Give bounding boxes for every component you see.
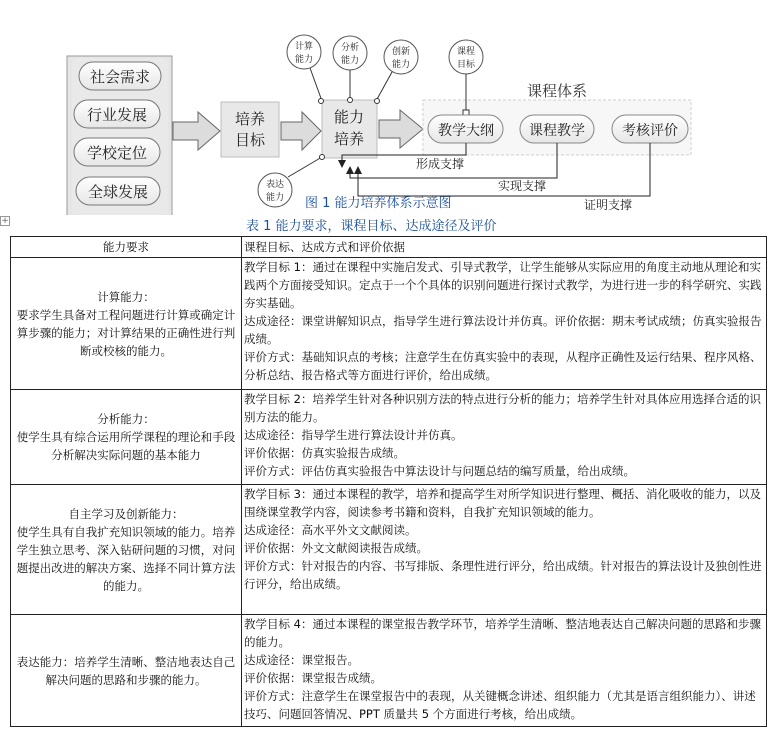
support-label-form: 形成支撑 xyxy=(415,157,465,171)
detail-cell xyxy=(242,485,767,615)
social-demand-pill xyxy=(79,62,161,90)
global-development-label: 全球发展 xyxy=(87,183,149,201)
table-row-analysis xyxy=(11,390,767,485)
course-system-title: 课程体系 xyxy=(526,82,588,100)
industry-development-pill xyxy=(74,100,160,128)
detail-method: 评价方式：基础知识点的考核；注意学生在仿真实验中的表现，从程序正确性及运行结果、程序风格、分析总结、报告格式等方面进行评价，给出成绩。 xyxy=(244,350,762,382)
table-row-innovation xyxy=(11,485,767,615)
analysis-ability-line1: 分析 xyxy=(340,43,360,53)
calc-ability-line1: 计算 xyxy=(294,42,314,52)
innovation-ability-circle xyxy=(384,40,418,74)
arrow-to-ability xyxy=(281,112,321,150)
course-objective-line2: 目标 xyxy=(456,60,476,70)
syllabus-pill xyxy=(428,115,503,143)
expression-ability-circle xyxy=(258,173,292,207)
detail-basis: 评价依据：仿真实验报告成绩。 xyxy=(244,446,405,460)
ability-title: 计算能力： xyxy=(97,289,155,304)
ability-table xyxy=(10,236,767,727)
ability-training-diagram xyxy=(0,0,768,215)
arrow-to-course xyxy=(379,110,423,148)
training-goal-box xyxy=(221,102,279,157)
detail-goal: 教学目标 3：通过本课程的教学，培养和提高学生对所学知识进行整理、概括、消化吸收的能力，以及围绕课堂教学内容，阅读参考书籍和资料，自我扩充知识领域的能力。 xyxy=(244,487,761,519)
table-header-row xyxy=(11,237,767,258)
training-goal-line1: 培养 xyxy=(234,110,266,128)
table-row-calc xyxy=(11,258,767,390)
calc-ability-line2: 能力 xyxy=(294,55,314,65)
ability-desc: 使学生具有综合运用所学课程的理论和手段分析解决实际问题的基本能力 xyxy=(16,430,236,462)
detail-goal: 教学目标 2：培养学生针对各种识别方法的特点进行分析的能力；培养学生针对具体应用选择合适的识别方法的能力。 xyxy=(244,392,761,424)
course-teaching-pill xyxy=(520,115,594,143)
school-positioning-label: 学校定位 xyxy=(86,144,148,162)
ability-cell xyxy=(11,615,242,727)
ability-desc: 要求学生具备对工程问题进行计算或确定计算步骤的能力；对计算结果的正确性进行判断或校核的能力。 xyxy=(16,307,236,358)
ability-desc: 使学生具有自我扩充知识领域的能力。培养学生独立思考、深入钻研问题的习惯，对问题提出改进的解决方案、选择不同计算方法的能力。 xyxy=(16,524,236,593)
training-goal-line2: 目标 xyxy=(234,131,266,149)
innovation-ability-line2: 能力 xyxy=(391,60,411,70)
detail-method: 评价方式：注意学生在课堂报告中的表现，从关键概念讲述、组织能力（尤其是语言组织能力）、讲述技巧、问题回答情况、PPT 质量共 5 个方面进行考核，给出成绩。 xyxy=(244,689,756,721)
detail-goal: 教学目标 4：通过本课程的课堂报告教学环节，培养学生清晰、整洁地表达自己解决问题的思路和步骤的能力。 xyxy=(244,617,761,649)
analysis-ability-circle xyxy=(333,36,367,70)
support-label-prove: 证明支撑 xyxy=(583,198,633,212)
course-objective-line1: 课程 xyxy=(456,47,476,57)
analysis-ability-line2: 能力 xyxy=(340,56,360,66)
arrow-to-goal xyxy=(173,112,220,150)
detail-method: 评价方式：针对报告的内容、书写排版、条理性进行评分，给出成绩。针对报告的算法设计及独创性进行评分，给出成绩。 xyxy=(244,559,762,591)
ability-training-line1: 能力 xyxy=(333,108,365,126)
detail-cell xyxy=(242,258,767,390)
detail-path: 达成途径：课堂报告。 xyxy=(244,653,359,667)
ability-desc: 表达能力：培养学生清晰、整洁地表达自己解决问题的思路和步骤的能力。 xyxy=(16,654,236,687)
calc-ability-circle xyxy=(287,35,321,69)
ability-training-line2: 培养 xyxy=(333,130,365,148)
ability-title: 自主学习及创新能力： xyxy=(68,506,184,521)
global-development-pill xyxy=(76,177,160,205)
support-label-realize: 实现支撑 xyxy=(497,179,547,193)
figure-caption: 图 1 能力培养体系示意图 xyxy=(305,196,452,211)
table-row-expression xyxy=(11,615,767,727)
detail-path: 达成途径：指导学生进行算法设计并仿真。 xyxy=(244,428,463,442)
social-demand-label: 社会需求 xyxy=(89,68,151,86)
assessment-pill xyxy=(612,115,688,143)
expression-ability-line1: 表达 xyxy=(265,180,285,190)
detail-goal: 教学目标 1：通过在课程中实施启发式、引导式教学，让学生能够从实际应用的角度主动地从理论和实践两个方面接受知识。定点于一个个具体的识别问题进行探讨式教学，为进行进一步的科学研究、实践夯实基础。 xyxy=(244,260,762,310)
course-objective-circle xyxy=(449,40,483,74)
innovation-ability-line1: 创新 xyxy=(391,47,411,57)
ability-cell xyxy=(11,485,242,615)
detail-basis: 评价依据：外文文献阅读报告成绩。 xyxy=(244,541,428,555)
header-detail: 课程目标、达成方式和评价依据 xyxy=(242,237,767,258)
syllabus-label: 教学大纲 xyxy=(438,123,494,139)
ability-cell xyxy=(11,390,242,485)
table-caption: 表 1 能力要求，课程目标、达成途径及评价 xyxy=(246,219,497,234)
detail-cell xyxy=(242,615,767,727)
ability-cell xyxy=(11,258,242,390)
detail-basis: 评价依据：课堂报告成绩。 xyxy=(244,671,382,685)
expression-ability-line2: 能力 xyxy=(265,193,285,203)
detail-path: 达成途径：高水平外文文献阅读。 xyxy=(244,523,417,537)
detail-method: 评价方式：评估仿真实验报告中算法设计与问题总结的编写质量，给出成绩。 xyxy=(244,464,635,478)
ability-title: 分析能力： xyxy=(97,412,155,426)
table-anchor-icon[interactable]: + xyxy=(1,216,9,226)
industry-development-label: 行业发展 xyxy=(86,106,148,124)
course-teaching-label: 课程教学 xyxy=(529,123,585,139)
detail-path: 达成途径：课堂讲解知识点，指导学生进行算法设计并仿真。评价依据：期末考试成绩；仿真实验报告成绩。 xyxy=(244,314,762,346)
ability-training-box xyxy=(322,100,377,158)
detail-cell xyxy=(242,390,767,485)
assessment-label: 考核评价 xyxy=(622,123,678,139)
header-ability: 能力要求 xyxy=(11,237,242,258)
school-positioning-pill xyxy=(74,138,160,166)
